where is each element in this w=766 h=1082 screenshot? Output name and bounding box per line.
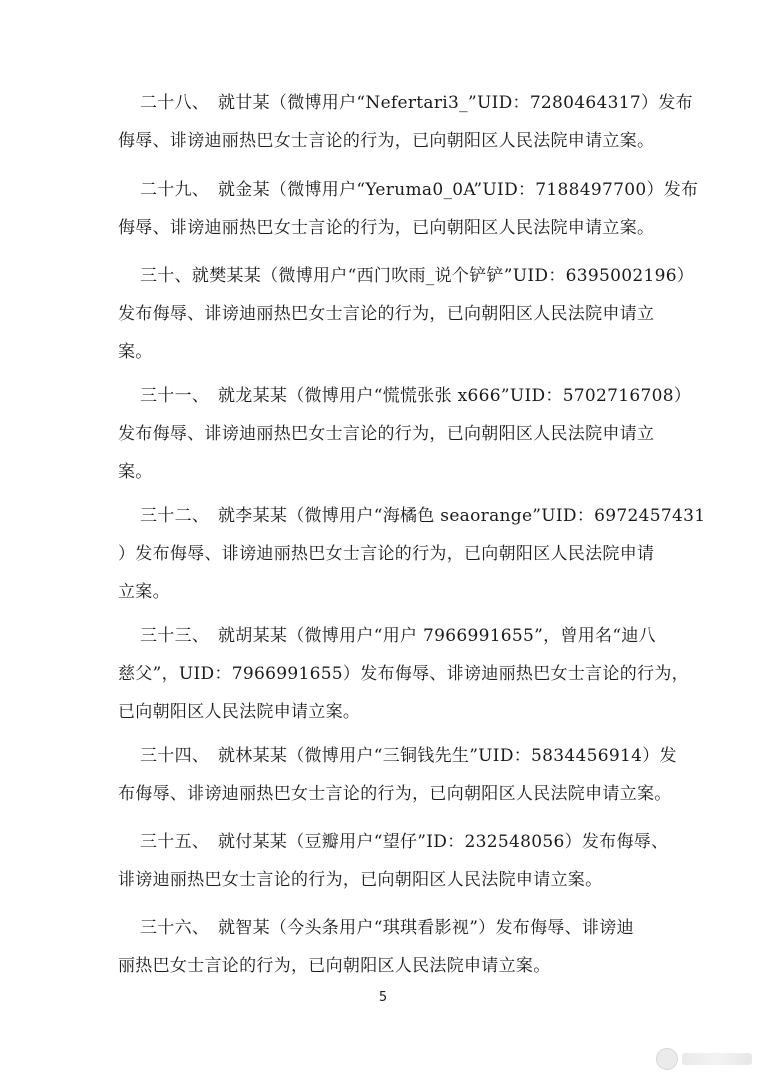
- paragraph-line: 三十二、 就李某某（微博用户“海橘色 seaorange”UID：6972457431: [140, 506, 706, 526]
- paragraph-32: [118, 497, 706, 611]
- watermark: [656, 1048, 752, 1070]
- paragraph-line: 发布侮辱、诽谤迪丽热巴女士言论的行为，已向朝阳区人民法院申请立: [118, 304, 655, 324]
- paragraph-line: 三十四、 就林某某（微博用户“三铜钱先生”UID：5834456914）发: [140, 746, 677, 766]
- paragraph-line: 立案。: [118, 582, 170, 602]
- paragraph-line: 诽谤迪丽热巴女士言论的行为，已向朝阳区人民法院申请立案。: [118, 870, 603, 890]
- paragraph-line: 发布侮辱、诽谤迪丽热巴女士言论的行为，已向朝阳区人民法院申请立: [118, 424, 655, 444]
- paragraph-line: 三十六、 就智某（今头条用户“琪琪看影视”）发布侮辱、诽谤迪: [140, 918, 634, 938]
- paragraph-line: 慈父”，UID：7966991655）发布侮辱、诽谤迪丽热巴女士言论的行为，: [118, 664, 689, 684]
- paragraph-line: 二十九、 就金某（微博用户“Yeruma0_0A”UID：7188497700）发布: [140, 180, 699, 200]
- paragraph-28: [118, 84, 693, 160]
- paragraph-line: 已向朝阳区人民法院申请立案。: [118, 702, 361, 722]
- paragraph-36: [118, 909, 666, 985]
- paragraph-29: [118, 171, 699, 247]
- page-number: 5: [378, 990, 388, 1005]
- paragraph-35: [118, 823, 669, 899]
- paragraph-line: 布侮辱、诽谤迪丽热巴女士言论的行为，已向朝阳区人民法院申请立案。: [118, 784, 672, 804]
- paragraph-34: [118, 737, 677, 813]
- paragraph-line: 侮辱、诽谤迪丽热巴女士言论的行为，已向朝阳区人民法院申请立案。: [118, 218, 655, 238]
- paragraph-line: 案。: [118, 342, 153, 362]
- paragraph-line: 侮辱、诽谤迪丽热巴女士言论的行为，已向朝阳区人民法院申请立案。: [118, 131, 655, 151]
- paragraph-line: 三十五、 就付某某（豆瓣用户“望仔”ID：232548056）发布侮辱、: [140, 832, 669, 852]
- paragraph-33: [118, 617, 689, 731]
- paragraph-line: 三十、就樊某某（微博用户“西门吹雨_说个铲铲”UID：6395002196）: [140, 266, 695, 286]
- paragraph-line: 二十八、 就甘某（微博用户“Nefertari3_”UID：7280464317）发布: [140, 93, 693, 113]
- paragraph-line: ）发布侮辱、诽谤迪丽热巴女士言论的行为，已向朝阳区人民法院申请: [118, 544, 655, 564]
- paragraph-line: 丽热巴女士言论的行为，已向朝阳区人民法院申请立案。: [118, 956, 551, 976]
- paragraph-line: 三十一、 就龙某某（微博用户“慌慌张张 x666”UID：5702716708）: [140, 386, 692, 406]
- paragraph-31: [118, 377, 692, 491]
- paragraph-line: 三十三、 就胡某某（微博用户“用户 7966991655”，曾用名“迪八: [140, 626, 656, 646]
- paragraph-line: 案。: [118, 462, 153, 482]
- paragraph-30: [118, 257, 695, 371]
- watermark-text-blur: [682, 1053, 752, 1065]
- watermark-logo-icon: [656, 1048, 678, 1070]
